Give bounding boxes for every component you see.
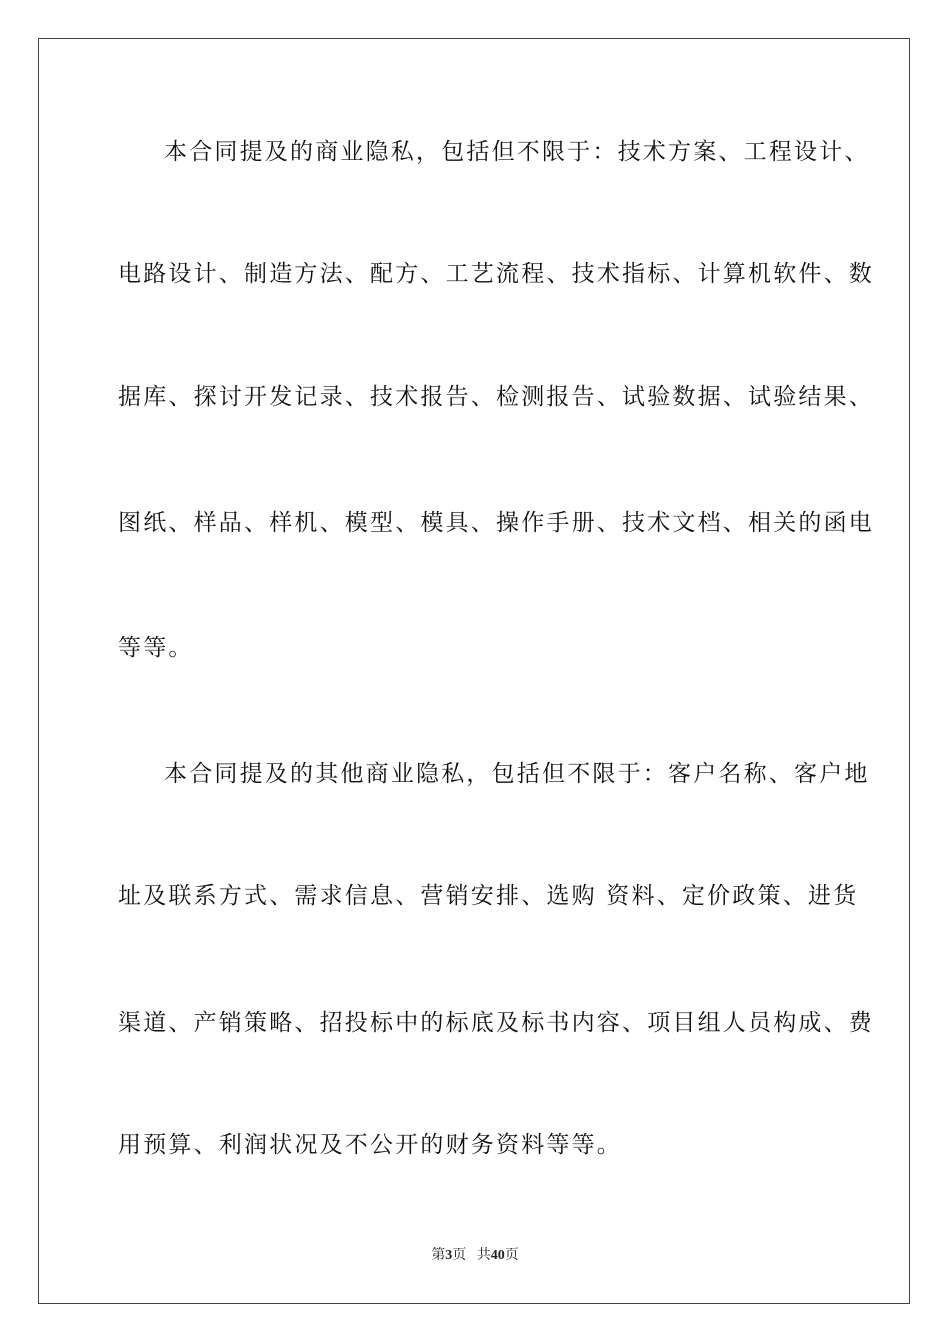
page-frame xyxy=(38,38,910,1304)
page-number: 3 xyxy=(445,1248,453,1263)
page-suffix: 页 xyxy=(452,1248,467,1263)
paragraph-1-line-3: 据库、探讨开发记录、技术报告、检测报告、试验数据、试验结果、 xyxy=(118,384,874,410)
total-pages: 40 xyxy=(490,1248,505,1263)
paragraph-2-line-2: 址及联系方式、需求信息、营销安排、选购 资料、定价政策、进货 xyxy=(118,883,859,909)
page-footer xyxy=(0,1247,950,1265)
paragraph-2-line-1: 本合同提及的其他商业隐私，包括但不限于：客户名称、客户地 xyxy=(164,761,870,787)
paragraph-1-line-4: 图纸、样品、样机、模型、模具、操作手册、技术文档、相关的函电 xyxy=(118,510,874,536)
paragraph-1-line-1: 本合同提及的商业隐私，包括但不限于：技术方案、工程设计、 xyxy=(164,139,870,165)
paragraph-2-line-3: 渠道、产销策略、招投标中的标底及标书内容、项目组人员构成、费 xyxy=(118,1010,874,1036)
paragraph-2-line-4: 用预算、利润状况及不公开的财务资料等等。 xyxy=(118,1132,622,1158)
total-suffix: 页 xyxy=(504,1248,519,1263)
total-prefix: 共 xyxy=(476,1248,491,1263)
paragraph-1-line-5: 等等。 xyxy=(118,635,194,661)
page-prefix: 第 xyxy=(431,1248,446,1263)
paragraph-1-line-2: 电路设计、制造方法、配方、工艺流程、技术指标、计算机软件、数 xyxy=(118,261,874,287)
